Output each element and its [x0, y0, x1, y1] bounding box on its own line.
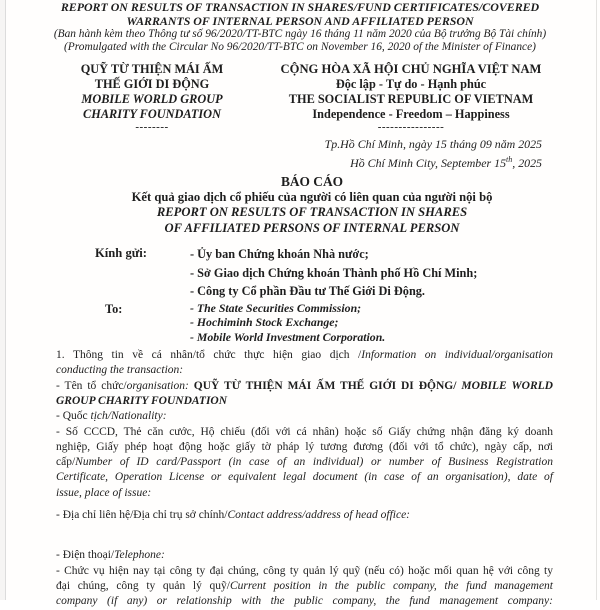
- report-heading-en-line1: REPORT ON RESULTS OF TRANSACTION IN SHARES/FUND CERTIFICATES/COVERED: [60, 0, 540, 14]
- recipient-en-2: - Hochiminh Stock Exchange;: [190, 315, 339, 330]
- telephone-label-vi: - Điện thoại/: [56, 549, 115, 562]
- circular-reference-vi: (Ban hành kèm theo Thông tư số 96/2020/TT-BTC ngày 16 tháng 11 năm 2020 của Bộ trưởng Bộ Tài chính): [53, 28, 547, 40]
- org-name-value-vi: QUỸ TỪ THIỆN MÁI ẤM THẾ GIỚI DI ĐỘNG/: [193, 379, 462, 392]
- org-name-field-line1: [56, 379, 553, 394]
- position-field-line3: company (if any) or relationship with the public company, the fund management company:: [56, 595, 553, 608]
- dateline-en: [0, 152, 542, 171]
- dateline-vi: Tp.Hồ Chí Minh, ngày 15 tháng 09 năm 2025: [324, 137, 542, 152]
- id-number-en-start: Number of ID card/Passport (in case of an individual) or number of Business Registration: [75, 456, 553, 469]
- report-title-en-line2: OF AFFILIATED PERSONS OF INTERNAL PERSON: [164, 220, 460, 235]
- org-divider-dashes: --------: [135, 121, 169, 134]
- recipients-vi-block: [0, 245, 600, 301]
- org-name-value-en-part2: GROUP CHARITY FOUNDATION: [56, 394, 228, 407]
- nationality-label-en: tịch/Nationality:: [90, 410, 167, 423]
- id-number-field-line1: - Số CCCD, Thẻ căn cước, Hộ chiếu (đối với cá nhân) hoặc số Giấy chứng nhận đăng ký doanh: [56, 425, 553, 438]
- dateline-en-main: Hồ Chí Minh City, September 15: [350, 156, 507, 171]
- top-heading-block: [0, 0, 600, 54]
- dateline-block: [0, 137, 600, 171]
- contact-address-label-vi: - Địa chỉ liên hệ/Địa chỉ trụ sở chính/: [56, 509, 228, 522]
- organization-letterhead: [46, 62, 258, 134]
- org-name-value-en-part1: MOBILE WORLD: [461, 379, 553, 392]
- report-title-block: [0, 174, 600, 236]
- section-1-transaction-info: [56, 348, 553, 609]
- circular-reference-en: (Promulgated with the Circular No 96/2020/TT-BTC on November 16, 2020 of the Minister of Finance): [64, 40, 536, 53]
- id-number-field-line2: nghiệp, Giấy phép hoạt động hoặc giấy tờ pháp lý tương đương (đối với tổ chức), ngày cấp, nơi: [56, 440, 553, 453]
- nationality-label-vi: - Quốc: [56, 410, 91, 423]
- section1-heading-line2: conducting the transaction:: [56, 364, 184, 377]
- org-name-vi-line2: THẾ GIỚI DI ĐỘNG: [94, 76, 210, 91]
- recipient-vi-3: - Công ty Cổ phần Đầu tư Thế Giới Di Động.: [190, 284, 426, 299]
- id-number-field-line3: [56, 455, 553, 470]
- recipient-vi-1: - Ủy ban Chứng khoán Nhà nước;: [190, 247, 369, 262]
- id-number-field-line4: Certificate, Operation License or equivalent legal document (in case of an organisation), date of: [56, 471, 553, 484]
- org-name-vi-line1: QUỸ TỪ THIỆN MÁI ẤM: [80, 61, 224, 76]
- national-motto-en: Independence - Freedom – Happiness: [312, 107, 510, 122]
- position-en-start: Current position in the public company, the fund management: [229, 579, 553, 592]
- recipients-list-en: [190, 301, 600, 344]
- recipients-list-vi: [190, 245, 600, 301]
- org-name-label-vi: - Tên tổ chức/: [56, 379, 127, 392]
- letterhead: [0, 62, 600, 134]
- recipients-label-vi: Kính gửi:: [95, 246, 147, 261]
- dateline-en-ordinal: th: [506, 155, 513, 165]
- telephone-label-en: Telephone:: [114, 549, 165, 562]
- org-name-label-en: organisation:: [126, 379, 194, 392]
- recipients-en-block: [0, 301, 600, 344]
- recipient-vi-2: - Sở Giao dịch Chứng khoán Thành phố Hồ Chí Minh;: [190, 265, 478, 280]
- id-number-field-line5: issue, place of issue:: [56, 486, 152, 499]
- national-motto-vi: Độc lập - Tự do - Hạnh phúc: [335, 76, 487, 91]
- report-title-vi: BÁO CÁO: [280, 174, 344, 190]
- dateline-en-year: , 2025: [512, 156, 542, 171]
- section1-heading-vi: 1. Thông tin về cá nhân/tổ chức thực hiện giao dịch /: [56, 349, 362, 362]
- national-divider-dashes: ----------------: [377, 121, 445, 134]
- position-vi-end: đại chúng, công ty quản lý quỹ/: [56, 579, 230, 592]
- org-name-en-line1: MOBILE WORLD GROUP: [81, 92, 223, 106]
- id-number-vi-end: cấp/: [56, 456, 76, 469]
- report-subtitle-vi: Kết quả giao dịch cổ phiếu của người có liên quan của người nội bộ: [131, 189, 493, 204]
- national-motto-letterhead: [258, 62, 564, 134]
- recipient-en-3: - Mobile World Investment Corporation.: [190, 329, 386, 344]
- org-name-en-line2: CHARITY FOUNDATION: [83, 107, 221, 122]
- contact-address-field: [56, 508, 553, 523]
- section1-heading-line1: [56, 348, 553, 363]
- national-title-en: THE SOCIALIST REPUBLIC OF VIETNAM: [288, 92, 534, 106]
- contact-address-label-en: Contact address/address of head office:: [227, 509, 411, 522]
- recipient-en-1: - The State Securities Commission;: [190, 300, 362, 315]
- telephone-field: [56, 548, 553, 563]
- report-heading-en-line2: WARRANTS OF INTERNAL PERSON AND AFFILIATED PERSON: [126, 13, 474, 28]
- section1-heading-en: Information on individual/organisation: [361, 349, 553, 362]
- position-field-line2: [56, 579, 553, 594]
- recipients-label-en: To:: [105, 301, 123, 316]
- national-title-vi: CỘNG HÒA XÃ HỘI CHỦ NGHĨA VIỆT NAM: [280, 61, 542, 76]
- report-title-en-line1: REPORT ON RESULTS OF TRANSACTION IN SHARES: [156, 205, 468, 220]
- position-field-line1: - Chức vụ hiện nay tại công ty đại chúng, công ty quản lý quỹ (nếu có) hoặc mối quan hệ với công ty: [56, 564, 553, 577]
- nationality-field: [56, 409, 553, 424]
